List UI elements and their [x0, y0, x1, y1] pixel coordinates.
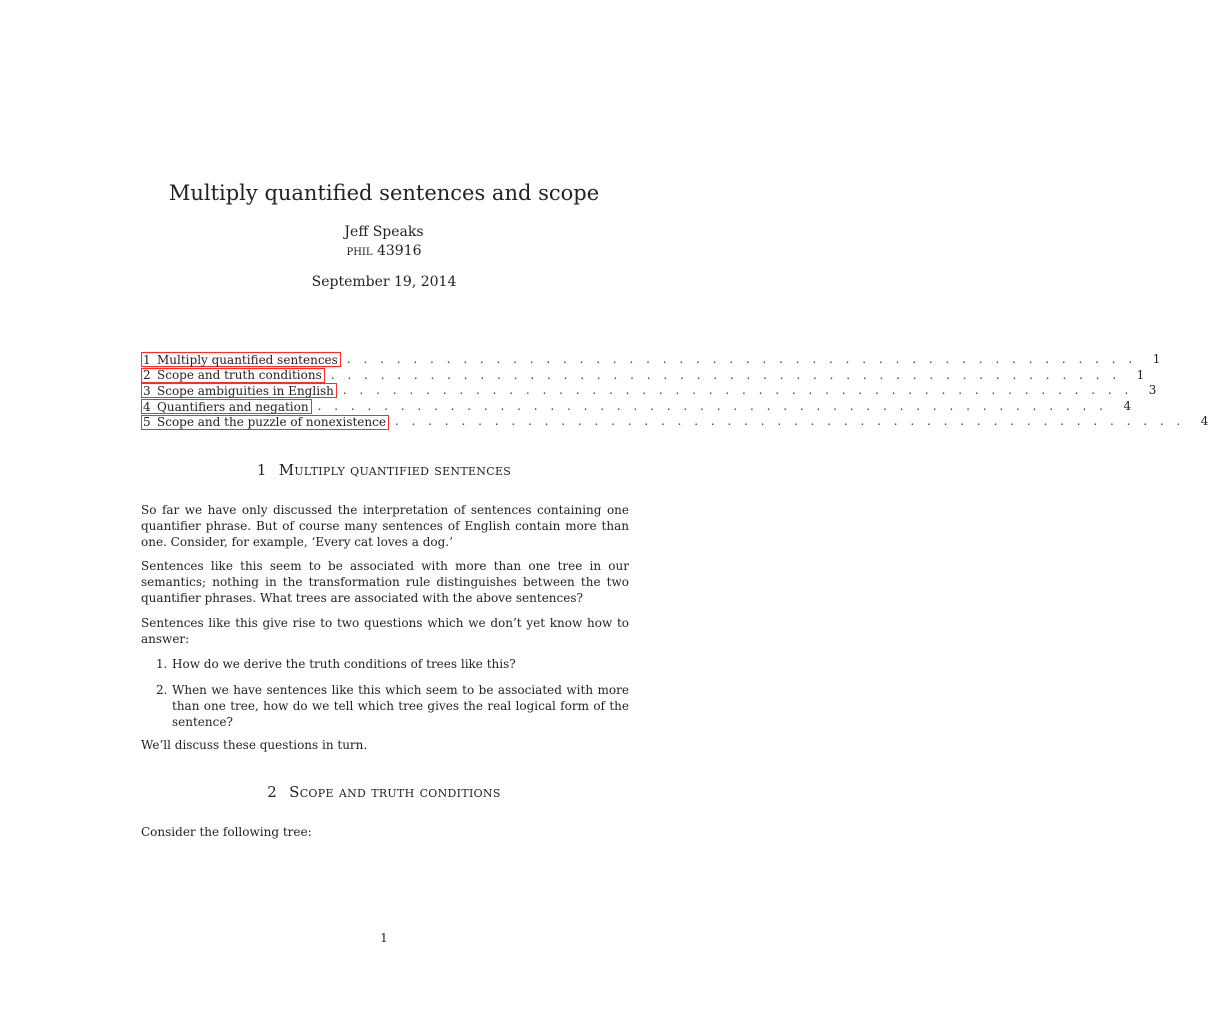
section-2-heading: [0, 782, 768, 802]
toc-label: Multiply quantified sentences: [157, 352, 338, 367]
section-1-heading: [0, 460, 768, 480]
toc-label: Scope and the puzzle of nonexistence: [157, 415, 386, 430]
toc-label: Quantifiers and negation: [157, 399, 309, 414]
toc-number: 3: [143, 383, 151, 398]
toc-leader-dots: . . . . . . . . . . . . . . . . . . . . . . . . . . . . . . . . . . . . . . . . . . . . . . . .: [346, 352, 1137, 366]
toc-page-number: 1: [1136, 367, 1145, 382]
toc-link-section-5[interactable]: [141, 415, 389, 430]
list-item-text: How do we derive the truth conditions of trees like this?: [172, 657, 516, 671]
toc-link-section-3[interactable]: [141, 383, 337, 398]
toc-leader-dots: . . . . . . . . . . . . . . . . . . . . . . . . . . . . . . . . . . . . . . . . . . . . . . . .: [330, 367, 1121, 382]
toc-label: Scope ambiguities in English: [157, 383, 334, 398]
toc-page-number: 4: [1123, 398, 1132, 413]
question-list: [156, 656, 629, 730]
toc-page-number: 4: [1200, 414, 1208, 429]
toc-label: Scope and truth conditions: [157, 368, 322, 383]
toc-link-section-1[interactable]: [141, 352, 341, 367]
toc-number: 4: [143, 399, 151, 414]
document-title: Multiply quantified sentences and scope: [168, 181, 600, 205]
table-of-contents: [141, 352, 1208, 430]
list-item-text: When we have sentences like this which seem to be associated with more than one tree, how do we tell which tree gives the real logical form of the sentence?: [172, 683, 629, 729]
section-number: 2: [267, 783, 278, 801]
section-1-paragraph-2: Sentences like this seem to be associated with more than one tree in our semantics; nothing in the transformation rule distinguishes between the two quantifier phrases. What trees are associated with the above sentences?: [141, 559, 629, 605]
page-number: 1: [380, 931, 388, 945]
toc-entry: [141, 352, 1161, 368]
section-1-paragraph-3: Sentences like this give rise to two questions which we don’t yet know how to answer:: [141, 616, 629, 646]
section-1-paragraph-4: We’ll discuss these questions in turn.: [141, 738, 368, 752]
toc-entry: [141, 414, 1208, 430]
list-marker: 1.: [156, 657, 168, 671]
toc-page-number: 1: [1152, 352, 1161, 366]
toc-entry: [141, 398, 1132, 415]
toc-leader-dots: . . . . . . . . . . . . . . . . . . . . . . . . . . . . . . . . . . . . . . . . . . . . . . . .: [394, 414, 1185, 429]
toc-number: 5: [143, 415, 151, 430]
author-name: Jeff Speaks: [344, 224, 424, 240]
section-title: Scope and truth conditions: [289, 783, 501, 801]
list-item: [156, 682, 629, 730]
section-number: 1: [256, 461, 267, 479]
toc-link-section-2[interactable]: [141, 368, 325, 383]
toc-number: 2: [143, 368, 151, 383]
list-item: [156, 656, 629, 672]
toc-number: 1: [143, 352, 151, 367]
section-2-paragraph-1: Consider the following tree:: [141, 825, 312, 839]
list-marker: 2.: [156, 683, 168, 697]
course-code: phil 43916: [346, 243, 422, 259]
toc-link-section-4[interactable]: [141, 399, 312, 414]
toc-entry: [141, 383, 1157, 399]
toc-page-number: 3: [1148, 383, 1157, 398]
toc-entry: [141, 367, 1145, 384]
toc-leader-dots: . . . . . . . . . . . . . . . . . . . . . . . . . . . . . . . . . . . . . . . . . . . . . . . .: [317, 398, 1108, 413]
section-title: Multiply quantified sentences: [278, 461, 512, 479]
toc-leader-dots: . . . . . . . . . . . . . . . . . . . . . . . . . . . . . . . . . . . . . . . . . . . . . . . .: [342, 383, 1133, 398]
document-date: September 19, 2014: [311, 274, 457, 290]
section-1-paragraph-1: So far we have only discussed the interpretation of sentences containing one quantifier phrase. But of course many sentences of English contain more than one. Consider, for example, ‘Every cat loves a dog.’: [141, 503, 629, 549]
